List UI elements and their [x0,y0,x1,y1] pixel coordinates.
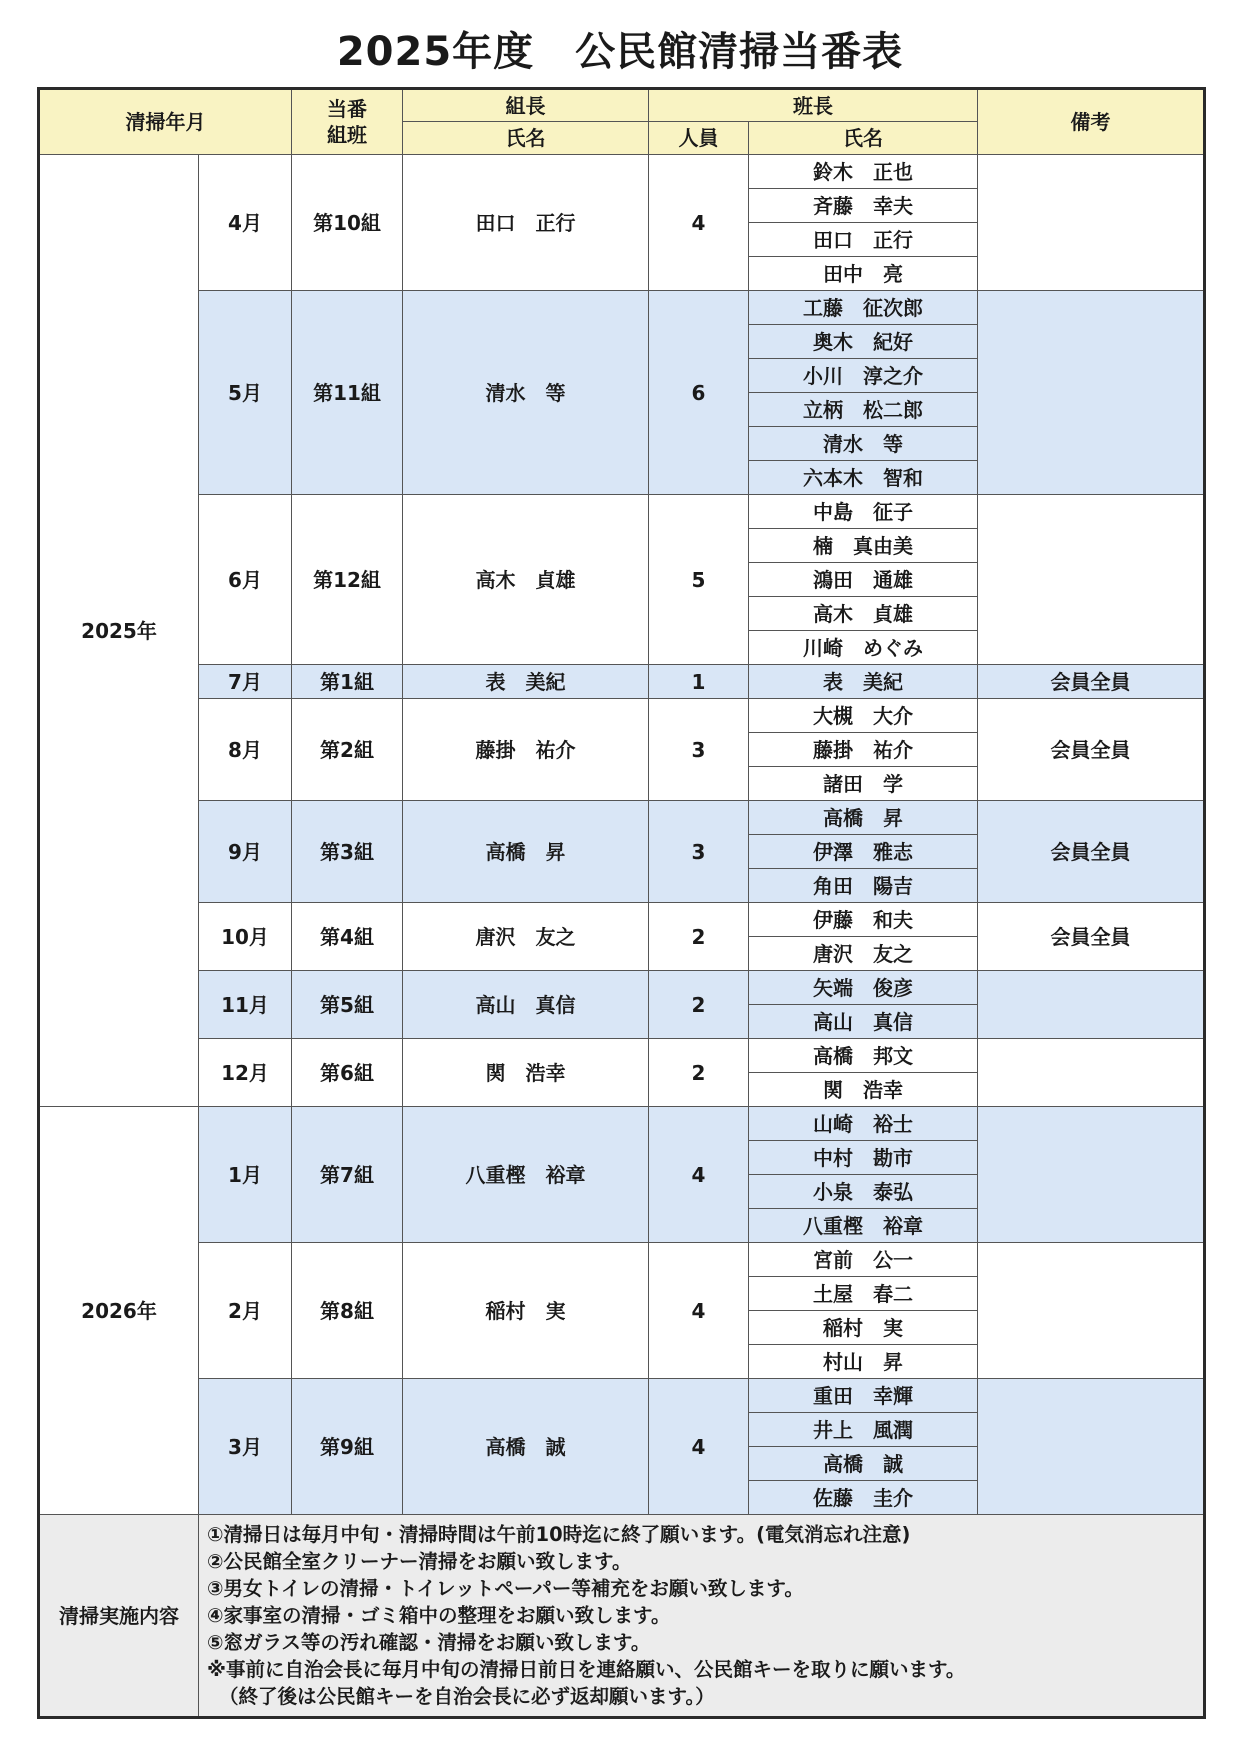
month-cell: 10月 [199,903,292,971]
month-cell: 7月 [199,665,292,699]
member-name-cell: 川崎 めぐみ [749,631,978,665]
leader-name-cell: 清水 等 [403,291,649,495]
member-name-cell: 重田 幸輝 [749,1379,978,1413]
remark-cell [978,1107,1205,1243]
member-name-cell: 高橋 昇 [749,801,978,835]
member-name-cell: 高木 貞雄 [749,597,978,631]
member-name-cell: 清水 等 [749,427,978,461]
month-cell: 4月 [199,155,292,291]
member-name-cell: 楠 真由美 [749,529,978,563]
member-count-cell: 2 [649,971,749,1039]
note-line: ⑤窓ガラス等の汚れ確認・清掃をお願い致します。 [207,1631,651,1654]
month-cell: 9月 [199,801,292,903]
member-name-cell: 田口 正行 [749,223,978,257]
leader-name-cell: 高橋 昇 [403,801,649,903]
note-line: ①清掃日は毎月中旬・清掃時間は午前10時迄に終了願います。(電気消忘れ注意) [207,1523,911,1546]
member-name-cell: 関 浩幸 [749,1073,978,1107]
table-row [39,903,1205,937]
month-cell: 5月 [199,291,292,495]
header-leader-group: 組長 [403,89,649,122]
member-name-cell: 小川 淳之介 [749,359,978,393]
group-cell: 第8組 [292,1243,403,1379]
remark-cell: 会員全員 [978,903,1205,971]
member-name-cell: 鈴木 正也 [749,155,978,189]
table-row [39,155,1205,189]
cleaning-schedule-table [37,87,1206,1719]
member-name-cell: 田中 亮 [749,257,978,291]
member-name-cell: 村山 昇 [749,1345,978,1379]
member-count-cell: 4 [649,155,749,291]
page-title: 2025年度 公民館清掃当番表 [336,29,904,75]
table-row [39,699,1205,733]
note-line: ※事前に自治会長に毎月中旬の清掃日前日を連絡願い、公民館キーを取りに願います。 [207,1658,966,1681]
leader-name-cell: 唐沢 友之 [403,903,649,971]
table-row [39,495,1205,529]
table-row [39,665,1205,699]
notes-row [39,1515,1205,1718]
member-name-cell: 中島 征子 [749,495,978,529]
member-name-cell: 伊澤 雅志 [749,835,978,869]
remark-cell [978,155,1205,291]
table-row [39,1379,1205,1413]
member-name-cell: 小泉 泰弘 [749,1175,978,1209]
member-name-cell: 矢端 俊彦 [749,971,978,1005]
leader-name-cell: 田口 正行 [403,155,649,291]
month-cell: 2月 [199,1243,292,1379]
group-cell: 第6組 [292,1039,403,1107]
member-count-cell: 4 [649,1243,749,1379]
leader-name-cell: 八重樫 裕章 [403,1107,649,1243]
member-name-cell: 斉藤 幸夫 [749,189,978,223]
group-cell: 第1組 [292,665,403,699]
member-name-cell: 八重樫 裕章 [749,1209,978,1243]
member-name-cell: 六本木 智和 [749,461,978,495]
table-row [39,1107,1205,1141]
member-name-cell: 立柄 松二郎 [749,393,978,427]
member-count-cell: 4 [649,1107,749,1243]
member-count-cell: 2 [649,903,749,971]
member-count-cell: 6 [649,291,749,495]
header-group-text: 当番 組班 [327,97,367,147]
remark-cell [978,1243,1205,1379]
group-cell: 第10組 [292,155,403,291]
group-cell: 第3組 [292,801,403,903]
member-name-cell: 高橋 邦文 [749,1039,978,1073]
table-row [39,291,1205,325]
leader-name-cell: 藤掛 祐介 [403,699,649,801]
member-name-cell: 藤掛 祐介 [749,733,978,767]
member-count-cell: 5 [649,495,749,665]
header-team-group: 班長 [649,89,978,122]
member-name-cell: 大槻 大介 [749,699,978,733]
member-name-cell: 角田 陽吉 [749,869,978,903]
remark-cell [978,291,1205,495]
month-cell: 12月 [199,1039,292,1107]
group-cell: 第5組 [292,971,403,1039]
month-cell: 8月 [199,699,292,801]
header-date: 清掃年月 [39,89,292,155]
member-name-cell: 諸田 学 [749,767,978,801]
member-name-cell: 高山 真信 [749,1005,978,1039]
header-team-count: 人員 [649,122,749,155]
remark-cell [978,971,1205,1039]
member-count-cell: 3 [649,699,749,801]
header-remarks: 備考 [978,89,1205,155]
leader-name-cell: 稲村 実 [403,1243,649,1379]
note-line: ③男女トイレの清掃・トイレットペーパー等補充をお願い致します。 [207,1577,804,1600]
note-line: ④家事室の清掃・ゴミ箱中の整理をお願い致します。 [207,1604,671,1627]
member-count-cell: 3 [649,801,749,903]
remark-cell: 会員全員 [978,665,1205,699]
year-label: 2025年 [39,155,199,1107]
member-count-cell: 1 [649,665,749,699]
member-name-cell: 土屋 春二 [749,1277,978,1311]
header-leader-name: 氏名 [403,122,649,155]
member-name-cell: 伊藤 和夫 [749,903,978,937]
month-cell: 6月 [199,495,292,665]
table-row [39,971,1205,1005]
header-group [292,89,403,155]
year-label: 2026年 [39,1107,199,1515]
month-cell: 1月 [199,1107,292,1243]
member-name-cell: 佐藤 圭介 [749,1481,978,1515]
member-name-cell: 井上 風潤 [749,1413,978,1447]
remark-cell: 会員全員 [978,699,1205,801]
member-name-cell: 山崎 裕士 [749,1107,978,1141]
month-cell: 11月 [199,971,292,1039]
group-cell: 第4組 [292,903,403,971]
member-name-cell: 鴻田 通雄 [749,563,978,597]
member-name-cell: 高橋 誠 [749,1447,978,1481]
group-cell: 第9組 [292,1379,403,1515]
schedule-body [39,155,1205,1718]
member-name-cell: 唐沢 友之 [749,937,978,971]
leader-name-cell: 高木 貞雄 [403,495,649,665]
member-name-cell: 奥木 紀好 [749,325,978,359]
note-line: （終了後は公民館キーを自治会長に必ず返却願います。） [219,1685,715,1708]
table-row [39,801,1205,835]
month-cell: 3月 [199,1379,292,1515]
leader-name-cell: 関 浩幸 [403,1039,649,1107]
remark-cell [978,1379,1205,1515]
member-count-cell: 4 [649,1379,749,1515]
group-cell: 第11組 [292,291,403,495]
group-cell: 第7組 [292,1107,403,1243]
member-count-cell: 2 [649,1039,749,1107]
group-cell: 第12組 [292,495,403,665]
remark-cell [978,1039,1205,1107]
remark-cell: 会員全員 [978,801,1205,903]
notes-content [199,1515,1205,1718]
table-row [39,1243,1205,1277]
leader-name-cell: 高橋 誠 [403,1379,649,1515]
table-header [39,89,1205,155]
leader-name-cell: 表 美紀 [403,665,649,699]
notes-label: 清掃実施内容 [39,1515,199,1718]
remark-cell [978,495,1205,665]
group-cell: 第2組 [292,699,403,801]
member-name-cell: 稲村 実 [749,1311,978,1345]
member-name-cell: 宮前 公一 [749,1243,978,1277]
leader-name-cell: 高山 真信 [403,971,649,1039]
table-row [39,1039,1205,1073]
member-name-cell: 工藤 征次郎 [749,291,978,325]
note-line: ②公民館全室クリーナー清掃をお願い致します。 [207,1550,632,1573]
member-name-cell: 表 美紀 [749,665,978,699]
member-name-cell: 中村 勘市 [749,1141,978,1175]
header-team-name: 氏名 [749,122,978,155]
